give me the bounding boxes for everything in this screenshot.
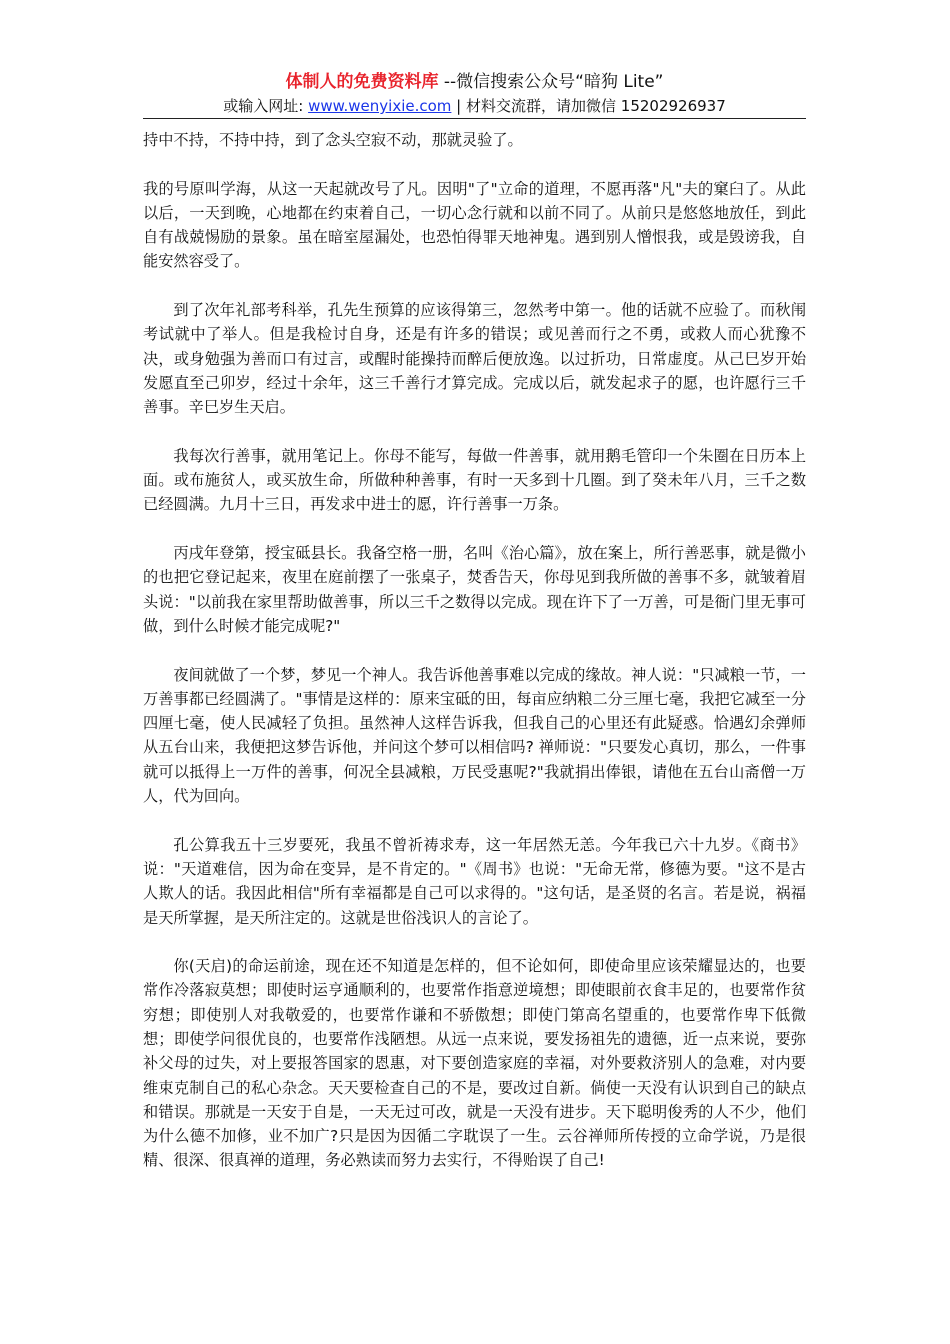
paragraph: 我的号原叫学海，从这一天起就改号了凡。因明"了"立命的道理，不愿再落"凡"夫的窠臼了。从此以后，一天到晚，心地都在约束着自己，一切心念行就和以前不同了。从前只是悠悠地放任，到此自有战兢惕励的景象。虽在暗室屋漏处，也恐怕得罪天地神鬼。遇到别人憎恨我，或是毁谤我，自能安然容受了。 [143,179,806,271]
header-separator: | [451,97,466,115]
paragraph: 你(天启)的命运前途，现在还不知道是怎样的，但不论如何，即使命里应该荣耀显达的，也要常作冷落寂莫想；即使时运亨通顺利的，也要常作指意逆境想；即使眼前衣食丰足的，也要常作贫穷想；即使别人对我敬爱的，也要常作谦和不骄傲想；即使门第高名望重的，也要常作卑下低微想；即使学问很优良的，也要常作浅陋想。从远一点来说，要发扬祖先的遗德，近一点来说，要弥补父母的过失，对上要报答国家的恩惠，对下要创造家庭的幸福，对外要救济别人的急难，对内要维束克制自己的私心杂念。天天要检查自己的不是，要改过自新。倘使一天没有认识到自己的缺点和错误。那就是一天安于自是，一天无过可改，就是一天没有进步。天下聪明俊秀的人不少，他们为什么德不加修，业不加广?只是因为因循二字耽误了一生。云谷禅师所传授的立命学说，乃是很精、很深、很真禅的道理，务必熟读而努力去实行，不得贻误了自己! [143,957,806,1170]
paragraph: 夜间就做了一个梦，梦见一个神人。我告诉他善事难以完成的缘故。神人说："只减粮一节，一万善事都已经圆满了。"事情是这样的：原来宝砥的田，每亩应纳粮二分三厘七毫，我把它减至一分四厘七毫，使人民减轻了负担。虽然神人这样告诉我，但我自己的心里还有此疑惑。恰遇幻余弹师从五台山来，我便把这梦告诉他，并问这个梦可以相信吗? 禅师说："只要发心真切，那么，一件事就可以抵得上一万件的善事，何况全县减粮，万民受惠呢?"我就捐出俸银，请他在五台山斋僧一万人，代为回向。 [143,665,806,806]
paragraph: 我每次行善事，就用笔记上。你母不能写，每做一件善事，就用鹅毛管印一个朱圈在日历本上面。或布施贫人，或买放生命，所做种种善事，有时一天多到十几圈。到了癸未年八月，三千之数已经圆满。九月十三日，再发求中进士的愿，许行善事一万条。 [143,446,806,514]
paragraph: 丙戌年登第，授宝砥县长。我备空格一册，名叫《治心篇》，放在案上，所行善恶事，就是微小的也把它登记起来，夜里在庭前摆了一张桌子，焚香告天，你母见到我所做的善事不多，就皱着眉头说："以前我在家里帮助做善事，所以三千之数得以完成。现在许下了一万善，可是衙门里无事可做，到什么时候才能完成呢?" [143,544,806,635]
document-body [143,128,806,1197]
header-url-label: 或输入网址: [223,97,309,115]
page-header [143,70,806,118]
header-contact-text: 材料交流群，请加微信 15202926937 [466,97,726,115]
header-wechat-note: --微信搜索公众号“暗狗 Lite” [438,72,664,92]
header-title-line [143,70,806,94]
header-divider [143,118,806,119]
paragraph: 持中不持，不持中持，到了念头空寂不动，那就灵验了。 [143,131,523,149]
header-website-link[interactable]: www.wenyixie.com [308,97,452,115]
header-contact-line [143,94,806,118]
paragraph: 孔公算我五十三岁要死，我虽不曾祈祷求寿，这一年居然无恙。今年我已六十九岁。《商书》说："天道难信，因为命在变异，是不肯定的。"《周书》也说："无命无常，修德为要。"这不是古人欺人的话。我因此相信"所有幸福都是自己可以求得的。"这句话，是圣贤的名言。若是说，祸福是天所掌握，是天所注定的。这就是世俗浅识人的言论了。 [143,835,806,927]
paragraph: 到了次年礼部考科举，孔先生预算的应该得第三，忽然考中第一。他的话就不应验了。而秋闱考试就中了举人。但是我检讨自身，还是有许多的错误；或见善而行之不勇，或救人而心犹豫不决，或身勉强为善而口有过言，或醒时能操持而醉后便放逸。以过折功，日常虚度。从己巳岁开始发愿直至己卯岁，经过十余年，这三千善行才算完成。完成以后，就发起求子的愿，也许愿行三千善事。辛巳岁生天启。 [143,301,806,417]
header-brand-title: 体制人的免费资料库 [285,72,439,92]
